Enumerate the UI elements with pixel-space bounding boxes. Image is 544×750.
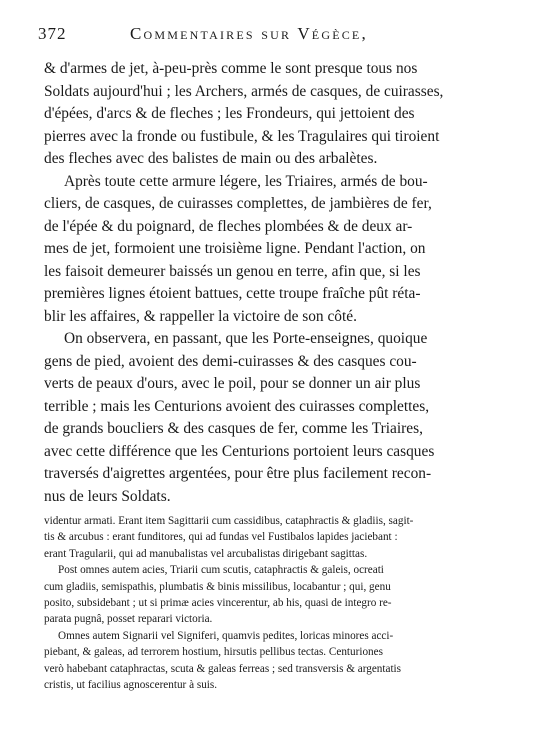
page-number: 372	[38, 24, 67, 43]
paragraph-triarii: Après toute cette armure légere, les Triaires, armés de bou- cliers, de casques, de cuirasses complettes, de jambières de fer, de l'épée & du poignard, de fleches plombées & de deux ar- mes de jet, formoient une troisième ligne. Pendant l'action, on les faisoit demeurer baissés un genou en terre, afin que, si les premières lignes étoient battues, cette troupe fraîche pût réta- blir les affaires, & rappeller la victoire de son côté.	[44, 172, 432, 325]
paragraph-standard-bearers: On observera, en passant, que les Porte-enseignes, quoique gens de pied, avoient des demi-cuirasses & des casques cou- verts de peaux d'ours, avec le poil, pour se donner un air plus terrible ; mais les Centurions avoient des cuirasses complettes, de grands boucliers & des casques de fer, comme les Triaires, avec cette différence que les Centurions portoient leurs casques traversés d'aigrettes argentées, pour être plus facilement recon- nus de leurs Soldats.	[44, 330, 435, 505]
latin-note-archers: videntur armati. Erant item Sagittarii cum cassidibus, cataphractis & gladiis, sagit- tis & arcubus : erant funditores, qui ad fundas vel Fustibalos lapides jaciebant : erant Tragularii, qui ad manubalistas vel arcubalistas dirigebant sagittas.	[44, 515, 414, 560]
latin-notes	[44, 513, 514, 693]
page-header	[38, 22, 508, 48]
latin-note-signiferi: Omnes autem Signarii vel Signiferi, quamvis pedites, loricas minores acci- piebant, & galeas, ad terrorem hostium, hirsutis pellibus tectas. Centuriones verò habebant cataphractas, scuta & galeas ferreas ; sed transversis & argentatis cristis, ut facilius agnoscerentur à suis.	[44, 629, 402, 692]
main-text	[44, 58, 512, 508]
running-title: Commentaires sur Végèce,	[130, 24, 368, 43]
latin-note-triarii: Post omnes autem acies, Triarii cum scutis, cataphractis & galeis, ocreati cum gladiis, semispathis, plumbatis & binis missilibus, locabantur ; qui, genu posito, subsidebant ; ut si primæ acies vincerentur, ab his, quasi de integro re- parata pugnâ, posset reparari victoria.	[44, 564, 392, 626]
paragraph-armament-list: & d'armes de jet, à-peu-près comme le sont presque tous nos Soldats aujourd'hui ; les Archers, armés de casques, de cuirasses, d'épées, d'arcs & de fleches ; les Frondeurs, qui jettoient des pierres avec la fronde ou fustibule, & les Tragulaires qui tiroient des fleches avec des balistes de main ou des arbalètes.	[44, 60, 444, 167]
